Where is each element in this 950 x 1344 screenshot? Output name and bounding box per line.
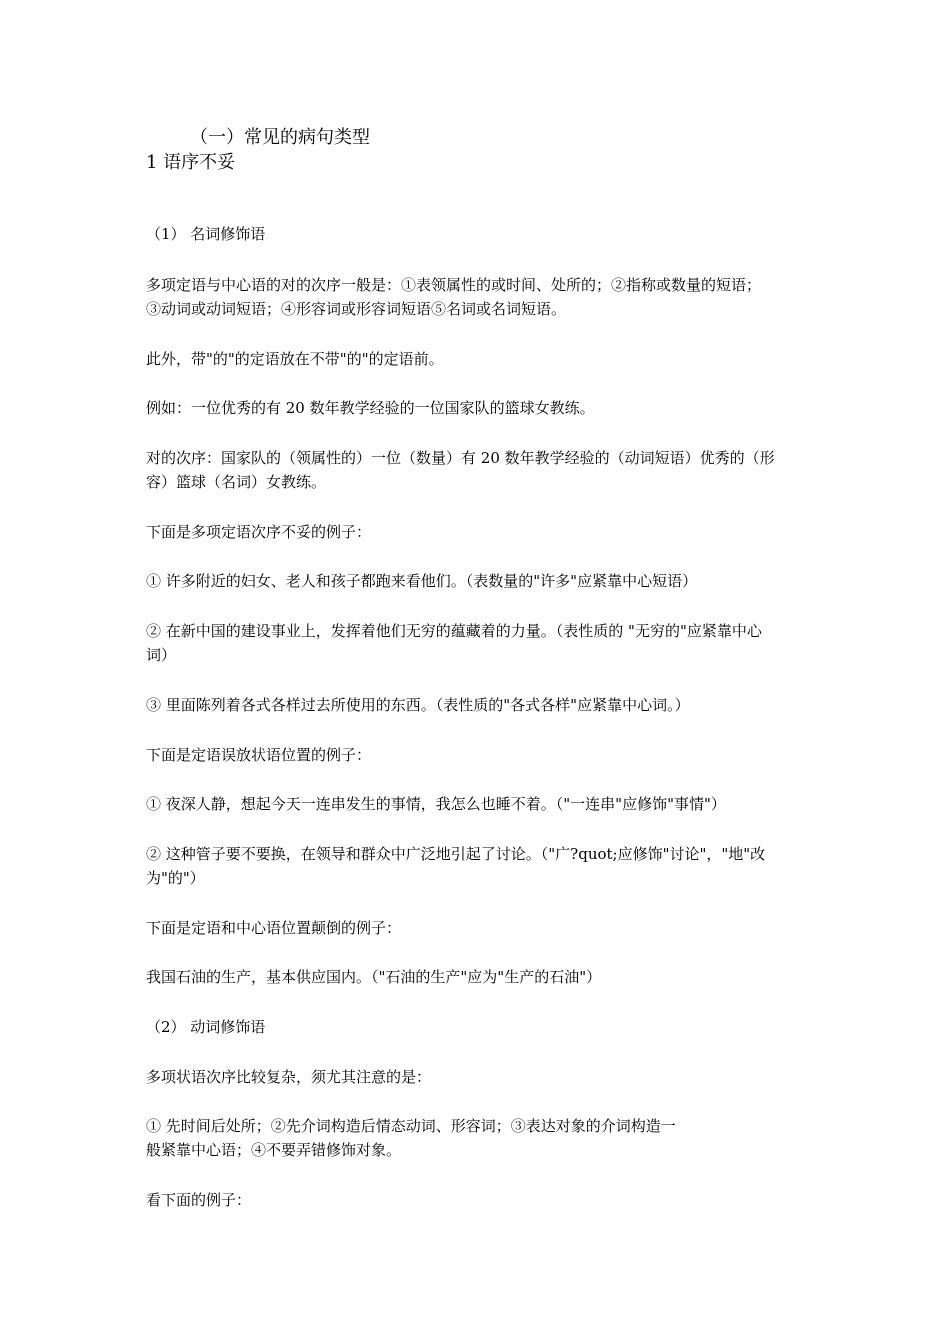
paragraph-intro-misorder: 下面是多项定语次序不妥的例子：	[146, 523, 372, 541]
list-item-misorder-2-line-2: 词）	[146, 646, 177, 664]
page-heading: （一）常见的病句类型	[190, 127, 370, 148]
paragraph-correct-order-line-1: 对的次序：国家队的（领属性的）一位（数量）有 20 数年教学经验的（动词短语）优秀的（形	[146, 449, 775, 467]
paragraph-intro-adverbial: 下面是定语误放状语位置的例子：	[146, 746, 372, 764]
list-item-adverbial-2-line-2: 为"的"）	[146, 869, 205, 887]
paragraph-verb-points-line-2: 般紧靠中心语；④不要弄错修饰对象。	[146, 1141, 402, 1159]
paragraph-note: 此外，带"的"的定语放在不带"的"的定语前。	[146, 350, 444, 368]
subsection-title-verb-modifier: （2） 动词修饰语	[146, 1018, 266, 1036]
list-item-misorder-3: ③ 里面陈列着各式各样过去所使用的东西。（表性质的"各式各样"应紧靠中心词。）	[146, 696, 690, 714]
subsection-title-noun-modifier: （1） 名词修饰语	[146, 225, 266, 243]
list-item-misorder-1: ① 许多附近的妇女、老人和孩子都跑来看他们。（表数量的"许多"应紧靠中心短语）	[146, 572, 698, 590]
list-item-adverbial-2-line-1: ② 这种管子要不要换，在领导和群众中广泛地引起了讨论。（"广?quot;应修饰"讨论"，"地"改	[146, 845, 766, 863]
paragraph-see-examples: 看下面的例子：	[146, 1191, 252, 1209]
paragraph-rule-line-2: ③动词或动词短语；④形容词或形容词短语⑤名词或名词短语。	[146, 300, 567, 318]
paragraph-intro-inverted: 下面是定语和中心语位置颠倒的例子：	[146, 919, 402, 937]
paragraph-example: 例如：一位优秀的有 20 数年教学经验的一位国家队的篮球女教练。	[146, 399, 595, 417]
paragraph-correct-order-line-2: 容）篮球（名词）女教练。	[146, 473, 327, 491]
section-title: 1 语序不妥	[146, 152, 236, 173]
list-item-misorder-2-line-1: ② 在新中国的建设事业上，发挥着他们无穷的蕴藏着的力量。（表性质的 "无穷的"应紧靠中心	[146, 622, 762, 640]
list-item-adverbial-1: ① 夜深人静，想起今天一连串发生的事情，我怎么也睡不着。（"一连串"应修饰"事情"）	[146, 795, 726, 813]
list-item-inverted-1: 我国石油的生产，基本供应国内。（"石油的生产"应为"生产的石油"）	[146, 968, 602, 986]
paragraph-rule-line-1: 多项定语与中心语的对的次序一般是：①表领属性的或时间、处所的；②指称或数量的短语；	[146, 276, 762, 294]
paragraph-verb-rule: 多项状语次序比较复杂，须尤其注意的是：	[146, 1068, 432, 1086]
paragraph-verb-points-line-1: ① 先时间后处所；②先介词构造后情态动词、形容词；③表达对象的介词构造一	[146, 1117, 676, 1135]
